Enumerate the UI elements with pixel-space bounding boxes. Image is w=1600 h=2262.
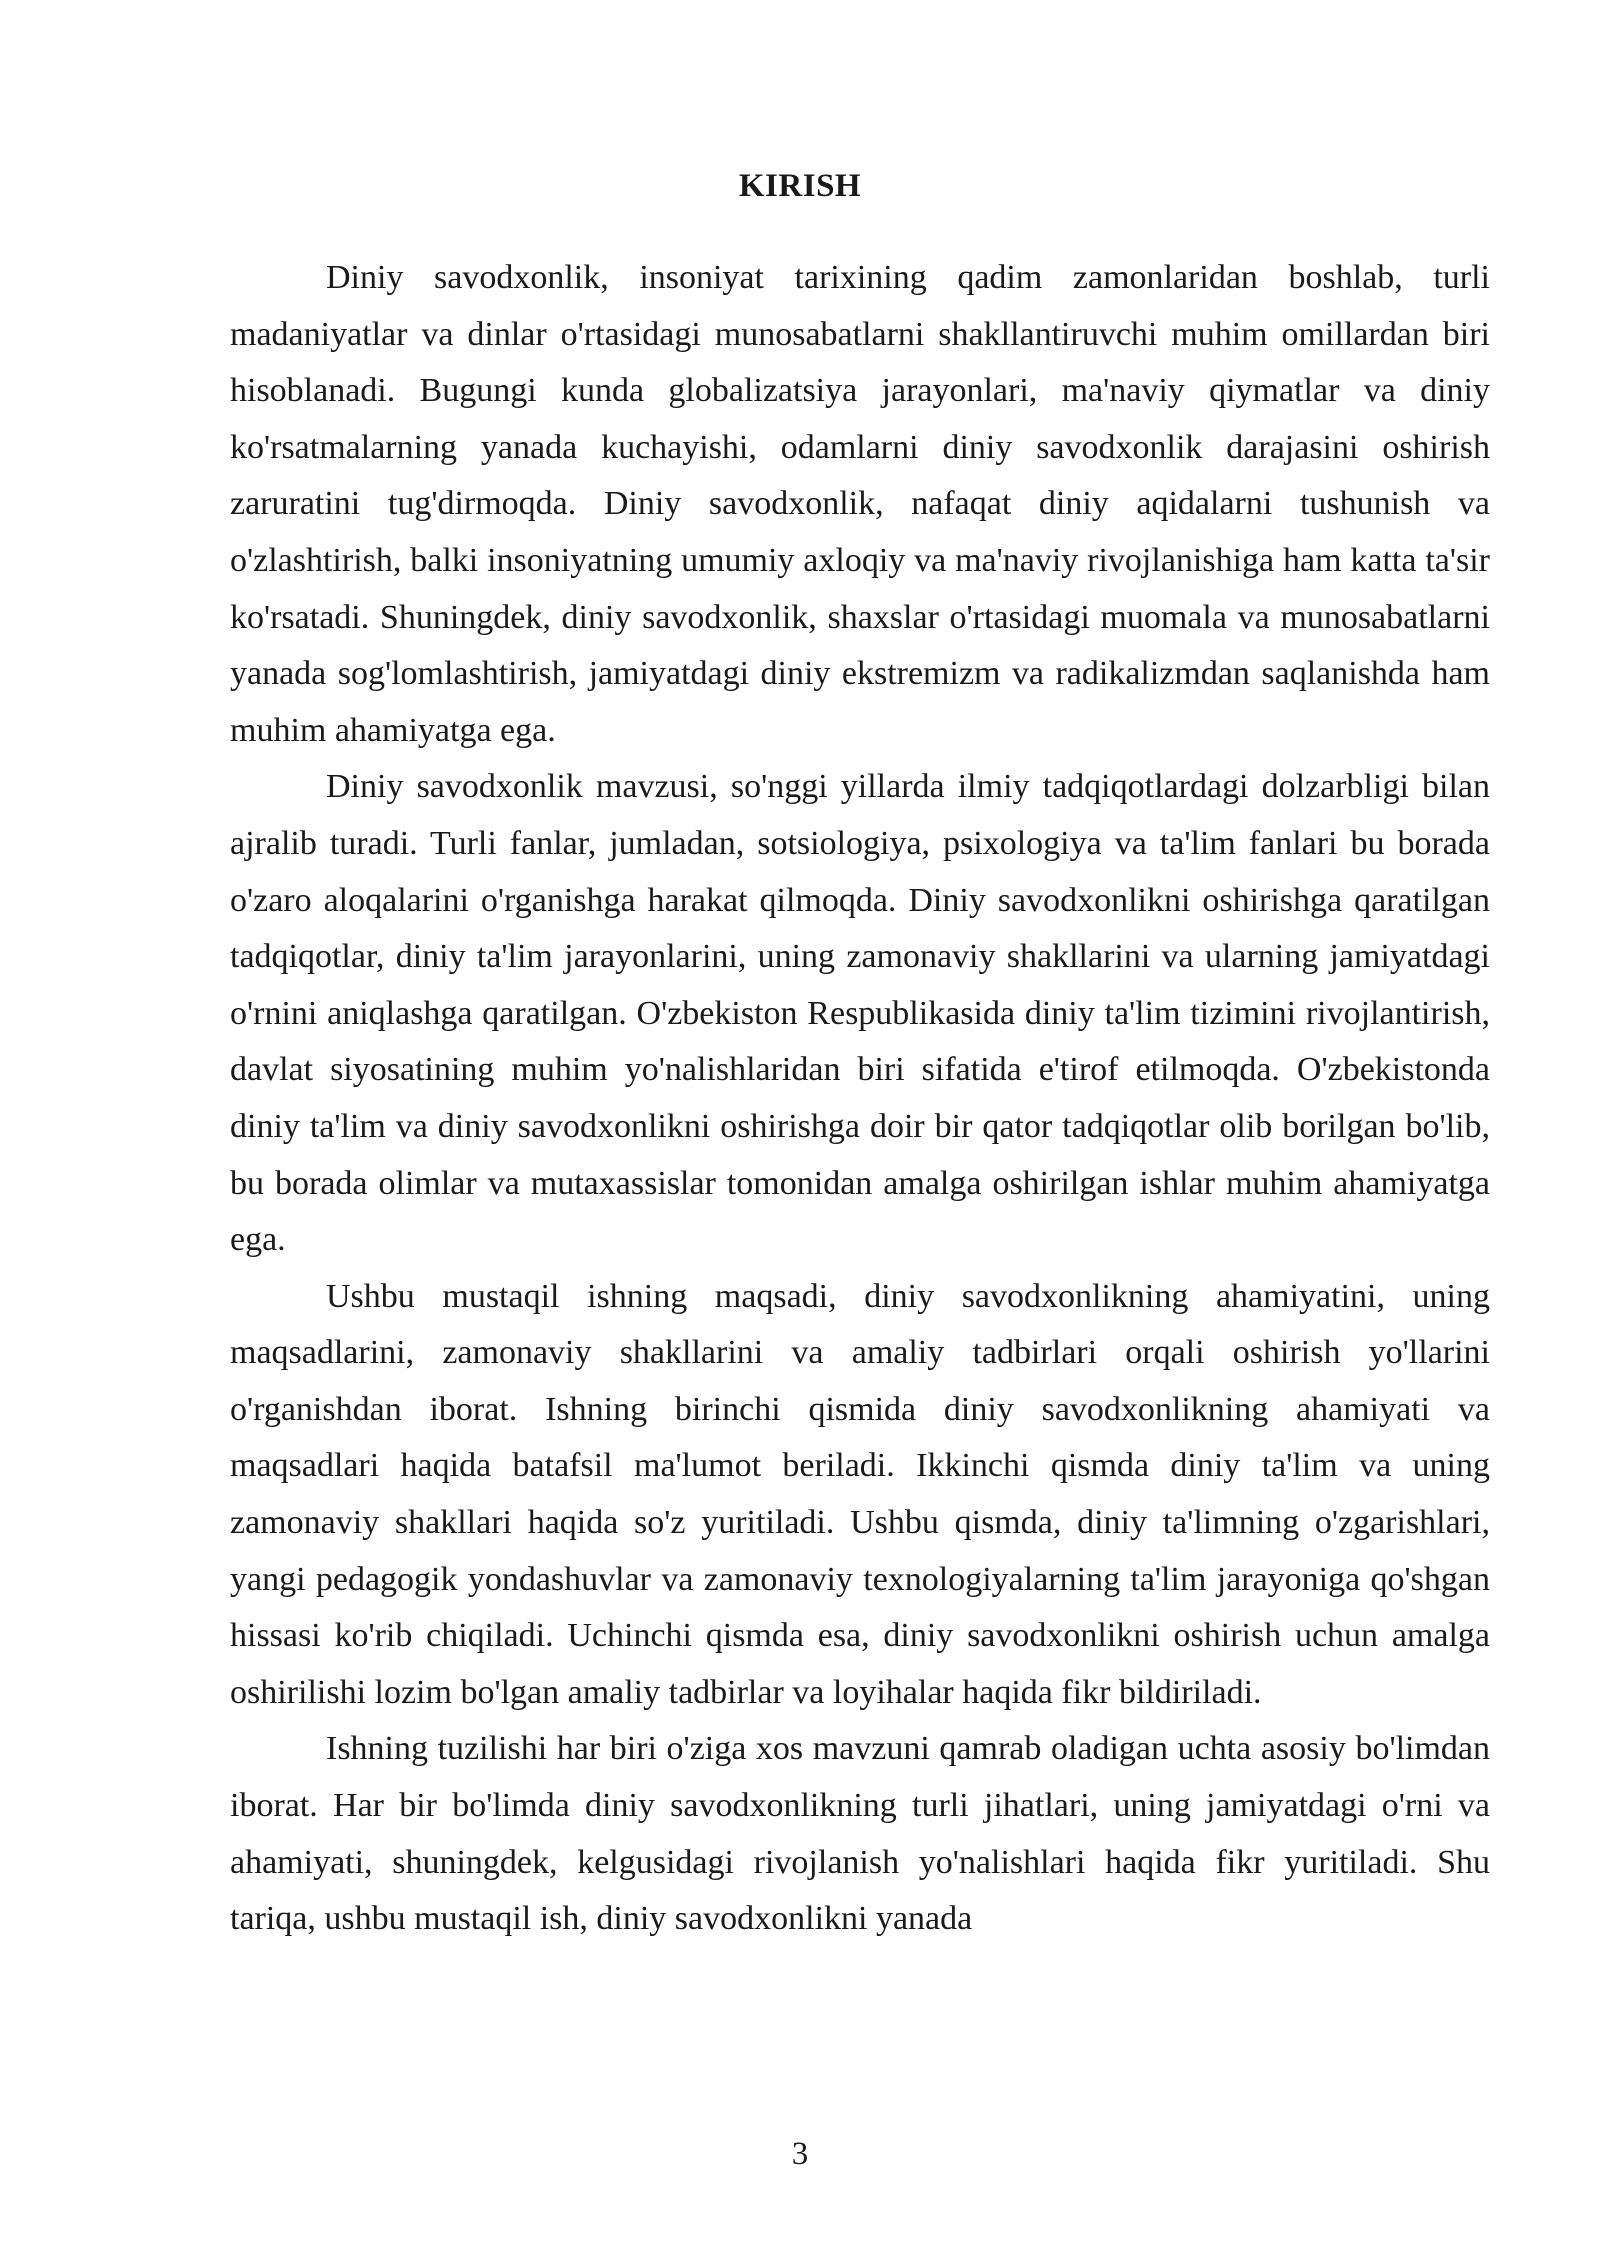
paragraph-3: Ushbu mustaqil ishning maqsadi, diniy savodxonlikning ahamiyatini, uning maqsadlarini, zamonaviy shakllarini va amaliy tadbirlari orqali oshirish yo'llarini o'rganishdan iborat. Ishning birinchi qismida diniy savodxonlikning ahamiyati va maqsadlari haqida batafsil ma'lumot beriladi. Ikkinchi qismda diniy ta'lim va uning zamonaviy shakllari haqida so'z yuritiladi. Ushbu qismda, diniy ta'limning o'zgarishlari, yangi pedagogik yondashuvlar va zamonaviy texnologiyalarning ta'lim jarayoniga qo'shgan hissasi ko'rib chiqiladi. Uchinchi qismda esa, diniy savodxonlikni oshirish uchun amalga oshirilishi lozim bo'lgan amaliy tadbirlar va loyihalar haqida fikr bildiriladi. (230, 1277, 1490, 1711)
paragraph-2: Diniy savodxonlik mavzusi, so'nggi yillarda ilmiy tadqiqotlardagi dolzarbligi bilan ajralib turadi. Turli fanlar, jumladan, sotsiologiya, psixologiya va ta'lim fanlari bu borada o'zaro aloqalarini o'rganishga harakat qilmoqda. Diniy savodxonlikni oshirishga qaratilgan tadqiqotlar, diniy ta'lim jarayonlarini, uning zamonaviy shakllarini va ularning jamiyatdagi o'rnini aniqlashga qaratilgan. O'zbekiston Respublikasida diniy ta'lim tizimini rivojlantirish, davlat siyosatining muhim yo'nalishlaridan biri sifatida e'tirof etilmoqda. O'zbekistonda diniy ta'lim va diniy savodxonlikni oshirishga doir bir qator tadqiqotlar olib borilgan bo'lib, bu borada olimlar va mutaxassislar tomonidan amalga oshirilgan ishlar muhim ahamiyatga ega. (230, 768, 1490, 1259)
section-heading: KIRISH (738, 168, 862, 204)
page-number: 3 (791, 2136, 809, 2172)
body-text (230, 250, 1490, 1948)
paragraph-1: Diniy savodxonlik, insoniyat tarixining qadim zamonlaridan boshlab, turli madaniyatlar va dinlar o'rtasidagi munosabatlarni shakllantiruvchi muhim omillardan biri hisoblanadi. Bugungi kunda globalizatsiya jarayonlari, ma'naviy qiymatlar va diniy ko'rsatmalarning yanada kuchayishi, odamlarni diniy savodxonlik darajasini oshirish zaruratini tug'dirmoqda. Diniy savodxonlik, nafaqat diniy aqidalarni tushunish va o'zlashtirish, balki insoniyatning umumiy axloqiy va ma'naviy rivojlanishiga ham katta ta'sir ko'rsatadi. Shuningdek, diniy savodxonlik, shaxslar o'rtasidagi muomala va munosabatlarni yanada sog'lomlashtirish, jamiyatdagi diniy ekstremizm va radikalizmdan saqlanishda ham muhim ahamiyatga ega. (230, 259, 1490, 749)
paragraph-4: Ishning tuzilishi har biri o'ziga xos mavzuni qamrab oladigan uchta asosiy bo'limdan iborat. Har bir bo'limda diniy savodxonlikning turli jihatlari, uning jamiyatdagi o'rni va ahamiyati, shuningdek, kelgusidagi rivojlanish yo'nalishlari haqida fikr yuritiladi. Shu tariqa, ushbu mustaqil ish, diniy savodxonlikni yanada (230, 1730, 1490, 1938)
